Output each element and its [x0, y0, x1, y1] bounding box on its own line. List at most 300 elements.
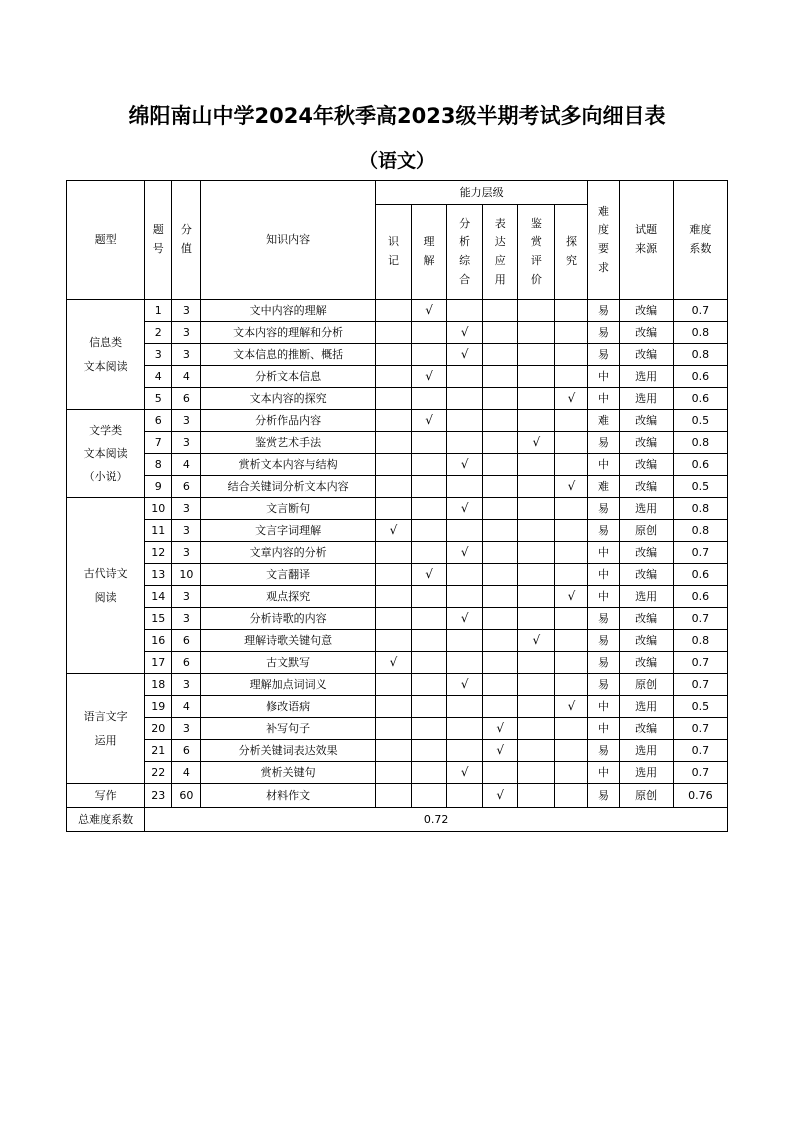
- question-score: 6: [172, 388, 201, 410]
- difficulty-requirement: 易: [588, 784, 619, 808]
- table-row: [67, 674, 728, 696]
- knowledge-content: 文言字词理解: [201, 520, 376, 542]
- check-mark: √: [518, 630, 555, 652]
- header-ability-understand: 理解: [412, 205, 447, 300]
- ability-cell: [375, 322, 411, 344]
- difficulty-requirement: 易: [588, 674, 619, 696]
- difficulty-requirement: 中: [588, 696, 619, 718]
- header-row-1: [67, 181, 728, 205]
- question-number: 20: [145, 718, 172, 740]
- ability-cell: [375, 542, 411, 564]
- ability-cell: [483, 586, 518, 608]
- difficulty-requirement: 易: [588, 498, 619, 520]
- table-row: [67, 564, 728, 586]
- table-row: [67, 542, 728, 564]
- table-row: [67, 608, 728, 630]
- difficulty-requirement: 易: [588, 740, 619, 762]
- table-row: [67, 586, 728, 608]
- ability-cell: [518, 520, 555, 542]
- ability-cell: [375, 344, 411, 366]
- question-score: 6: [172, 652, 201, 674]
- check-mark: √: [412, 564, 447, 586]
- question-score: 3: [172, 432, 201, 454]
- question-score: 10: [172, 564, 201, 586]
- category-label-line: 写作: [94, 789, 117, 802]
- knowledge-content: 补写句子: [201, 718, 376, 740]
- category-label: [67, 300, 145, 410]
- ability-cell: [483, 454, 518, 476]
- ability-cell: [412, 652, 447, 674]
- question-number: 8: [145, 454, 172, 476]
- question-number: 5: [145, 388, 172, 410]
- knowledge-content: 观点探究: [201, 586, 376, 608]
- ability-cell: [518, 366, 555, 388]
- question-score: 3: [172, 586, 201, 608]
- check-mark: √: [447, 454, 483, 476]
- difficulty-coefficient: 0.5: [673, 476, 727, 498]
- question-score: 3: [172, 344, 201, 366]
- knowledge-content: 赏析文本内容与结构: [201, 454, 376, 476]
- ability-cell: [518, 740, 555, 762]
- table-row: [67, 454, 728, 476]
- total-label: 总难度系数: [67, 808, 145, 832]
- total-row: [67, 808, 728, 832]
- header-type: 题型: [67, 181, 145, 300]
- question-source: 原创: [619, 784, 673, 808]
- header-requirement: 难度要求: [588, 181, 619, 300]
- ability-cell: [555, 520, 588, 542]
- question-source: 改编: [619, 718, 673, 740]
- check-mark: √: [447, 542, 483, 564]
- knowledge-content: 分析关键词表达效果: [201, 740, 376, 762]
- difficulty-coefficient: 0.7: [673, 740, 727, 762]
- check-mark: √: [375, 652, 411, 674]
- check-mark: √: [555, 586, 588, 608]
- difficulty-coefficient: 0.8: [673, 520, 727, 542]
- difficulty-requirement: 中: [588, 564, 619, 586]
- table-row: [67, 740, 728, 762]
- ability-cell: [483, 630, 518, 652]
- ability-cell: [518, 410, 555, 432]
- ability-cell: [555, 498, 588, 520]
- ability-cell: [483, 564, 518, 586]
- ability-cell: [483, 652, 518, 674]
- question-source: 改编: [619, 300, 673, 322]
- difficulty-coefficient: 0.8: [673, 344, 727, 366]
- question-source: 改编: [619, 432, 673, 454]
- question-source: 选用: [619, 388, 673, 410]
- ability-cell: [375, 784, 411, 808]
- document-title: 绵阳南山中学2024年秋季高2023级半期考试多向细目表: [128, 104, 666, 128]
- ability-cell: [555, 630, 588, 652]
- question-number: 13: [145, 564, 172, 586]
- knowledge-content: 古文默写: [201, 652, 376, 674]
- check-mark: √: [555, 696, 588, 718]
- ability-cell: [518, 718, 555, 740]
- question-source: 改编: [619, 564, 673, 586]
- knowledge-content: 文言翻译: [201, 564, 376, 586]
- ability-cell: [447, 410, 483, 432]
- ability-cell: [375, 432, 411, 454]
- table-row: [67, 432, 728, 454]
- question-source: 选用: [619, 586, 673, 608]
- header-knowledge: 知识内容: [201, 181, 376, 300]
- header-score: 分值: [172, 181, 201, 300]
- difficulty-requirement: 易: [588, 630, 619, 652]
- header-ability-appreciate: 鉴赏评价: [518, 205, 555, 300]
- question-score: 3: [172, 300, 201, 322]
- ability-cell: [412, 630, 447, 652]
- question-source: 选用: [619, 740, 673, 762]
- total-value: 0.72: [145, 808, 728, 832]
- ability-cell: [447, 784, 483, 808]
- ability-cell: [412, 454, 447, 476]
- ability-cell: [555, 432, 588, 454]
- question-source: 改编: [619, 454, 673, 476]
- difficulty-requirement: 易: [588, 520, 619, 542]
- difficulty-coefficient: 0.6: [673, 366, 727, 388]
- ability-cell: [555, 762, 588, 784]
- difficulty-requirement: 中: [588, 366, 619, 388]
- difficulty-requirement: 易: [588, 432, 619, 454]
- question-score: 3: [172, 718, 201, 740]
- ability-cell: [555, 322, 588, 344]
- difficulty-requirement: 易: [588, 608, 619, 630]
- question-source: 改编: [619, 476, 673, 498]
- table-row: [67, 388, 728, 410]
- ability-cell: [518, 388, 555, 410]
- question-number: 16: [145, 630, 172, 652]
- difficulty-coefficient: 0.8: [673, 630, 727, 652]
- ability-cell: [447, 432, 483, 454]
- difficulty-coefficient: 0.7: [673, 608, 727, 630]
- difficulty-coefficient: 0.76: [673, 784, 727, 808]
- header-number: 题号: [145, 181, 172, 300]
- question-score: 3: [172, 410, 201, 432]
- question-source: 改编: [619, 630, 673, 652]
- question-number: 7: [145, 432, 172, 454]
- question-number: 10: [145, 498, 172, 520]
- table-row: [67, 630, 728, 652]
- difficulty-requirement: 中: [588, 542, 619, 564]
- ability-cell: [483, 498, 518, 520]
- difficulty-coefficient: 0.7: [673, 300, 727, 322]
- ability-cell: [555, 300, 588, 322]
- ability-cell: [555, 674, 588, 696]
- knowledge-content: 分析作品内容: [201, 410, 376, 432]
- question-number: 18: [145, 674, 172, 696]
- question-number: 14: [145, 586, 172, 608]
- difficulty-coefficient: 0.7: [673, 762, 727, 784]
- question-score: 3: [172, 498, 201, 520]
- question-source: 改编: [619, 410, 673, 432]
- ability-cell: [375, 410, 411, 432]
- difficulty-coefficient: 0.7: [673, 718, 727, 740]
- knowledge-content: 文本内容的理解和分析: [201, 322, 376, 344]
- question-number: 9: [145, 476, 172, 498]
- specification-table: [66, 180, 728, 832]
- ability-cell: [447, 520, 483, 542]
- ability-cell: [555, 564, 588, 586]
- difficulty-requirement: 中: [588, 586, 619, 608]
- question-source: 选用: [619, 762, 673, 784]
- question-number: 6: [145, 410, 172, 432]
- check-mark: √: [447, 344, 483, 366]
- question-source: 改编: [619, 608, 673, 630]
- question-number: 2: [145, 322, 172, 344]
- ability-cell: [555, 718, 588, 740]
- header-source: 试题来源: [619, 181, 673, 300]
- ability-cell: [518, 454, 555, 476]
- check-mark: √: [447, 674, 483, 696]
- ability-cell: [483, 322, 518, 344]
- question-source: 选用: [619, 696, 673, 718]
- ability-cell: [447, 564, 483, 586]
- header-coefficient: 难度系数: [673, 181, 727, 300]
- knowledge-content: 理解诗歌关键句意: [201, 630, 376, 652]
- ability-cell: [447, 740, 483, 762]
- knowledge-content: 分析文本信息: [201, 366, 376, 388]
- ability-cell: [518, 300, 555, 322]
- category-label: [67, 410, 145, 498]
- difficulty-coefficient: 0.6: [673, 454, 727, 476]
- header-ability-group: 能力层级: [375, 181, 588, 205]
- ability-cell: [447, 718, 483, 740]
- knowledge-content: 修改语病: [201, 696, 376, 718]
- category-label-line: （小说）: [83, 470, 128, 484]
- ability-cell: [412, 784, 447, 808]
- ability-cell: [483, 476, 518, 498]
- ability-cell: [447, 366, 483, 388]
- ability-cell: [555, 542, 588, 564]
- ability-cell: [375, 586, 411, 608]
- ability-cell: [412, 718, 447, 740]
- ability-cell: [518, 498, 555, 520]
- question-score: 3: [172, 322, 201, 344]
- ability-cell: [518, 674, 555, 696]
- difficulty-coefficient: 0.6: [673, 586, 727, 608]
- ability-cell: [555, 740, 588, 762]
- knowledge-content: 赏析关键句: [201, 762, 376, 784]
- check-mark: √: [447, 498, 483, 520]
- table-row: [67, 322, 728, 344]
- document-subtitle: （语文）: [358, 150, 435, 172]
- difficulty-requirement: 易: [588, 652, 619, 674]
- check-mark: √: [375, 520, 411, 542]
- ability-cell: [412, 520, 447, 542]
- ability-cell: [412, 498, 447, 520]
- ability-cell: [555, 410, 588, 432]
- knowledge-content: 文章内容的分析: [201, 542, 376, 564]
- question-score: 60: [172, 784, 201, 808]
- difficulty-coefficient: 0.5: [673, 696, 727, 718]
- ability-cell: [375, 564, 411, 586]
- question-number: 17: [145, 652, 172, 674]
- question-number: 11: [145, 520, 172, 542]
- question-number: 1: [145, 300, 172, 322]
- question-source: 改编: [619, 652, 673, 674]
- ability-cell: [555, 366, 588, 388]
- table-row: [67, 718, 728, 740]
- difficulty-coefficient: 0.8: [673, 432, 727, 454]
- difficulty-requirement: 易: [588, 322, 619, 344]
- question-score: 4: [172, 454, 201, 476]
- ability-cell: [375, 630, 411, 652]
- ability-cell: [483, 520, 518, 542]
- ability-cell: [412, 476, 447, 498]
- table-row: [67, 366, 728, 388]
- category-label-line: 信息类: [89, 336, 123, 350]
- table-row: [67, 300, 728, 322]
- ability-cell: [412, 344, 447, 366]
- difficulty-requirement: 难: [588, 476, 619, 498]
- ability-cell: [412, 388, 447, 410]
- table-row: [67, 696, 728, 718]
- question-source: 选用: [619, 498, 673, 520]
- ability-cell: [412, 740, 447, 762]
- ability-cell: [518, 696, 555, 718]
- ability-cell: [518, 564, 555, 586]
- difficulty-coefficient: 0.7: [673, 674, 727, 696]
- check-mark: √: [412, 300, 447, 322]
- difficulty-requirement: 易: [588, 344, 619, 366]
- difficulty-requirement: 易: [588, 300, 619, 322]
- ability-cell: [483, 542, 518, 564]
- question-number: 4: [145, 366, 172, 388]
- ability-cell: [412, 608, 447, 630]
- ability-cell: [375, 498, 411, 520]
- table-row: [67, 344, 728, 366]
- ability-cell: [483, 344, 518, 366]
- knowledge-content: 文本信息的推断、概括: [201, 344, 376, 366]
- ability-cell: [518, 784, 555, 808]
- header-ability-explore: 探究: [555, 205, 588, 300]
- ability-cell: [555, 608, 588, 630]
- question-score: 4: [172, 762, 201, 784]
- ability-cell: [447, 300, 483, 322]
- ability-cell: [412, 762, 447, 784]
- category-label: [67, 784, 145, 808]
- header-ability-analyze: 分析综合: [447, 205, 483, 300]
- question-score: 3: [172, 542, 201, 564]
- check-mark: √: [412, 410, 447, 432]
- ability-cell: [518, 542, 555, 564]
- table-row: [67, 498, 728, 520]
- question-source: 改编: [619, 344, 673, 366]
- table-row: [67, 652, 728, 674]
- difficulty-coefficient: 0.5: [673, 410, 727, 432]
- ability-cell: [483, 674, 518, 696]
- ability-cell: [555, 454, 588, 476]
- question-score: 6: [172, 630, 201, 652]
- ability-cell: [447, 586, 483, 608]
- knowledge-content: 分析诗歌的内容: [201, 608, 376, 630]
- ability-cell: [375, 762, 411, 784]
- question-number: 22: [145, 762, 172, 784]
- ability-cell: [375, 388, 411, 410]
- table-row: [67, 762, 728, 784]
- question-source: 原创: [619, 520, 673, 542]
- check-mark: √: [483, 740, 518, 762]
- ability-cell: [447, 696, 483, 718]
- table-row: [67, 520, 728, 542]
- difficulty-requirement: 难: [588, 410, 619, 432]
- ability-cell: [483, 410, 518, 432]
- question-number: 3: [145, 344, 172, 366]
- knowledge-content: 文言断句: [201, 498, 376, 520]
- difficulty-coefficient: 0.7: [673, 652, 727, 674]
- question-number: 12: [145, 542, 172, 564]
- ability-cell: [555, 344, 588, 366]
- check-mark: √: [518, 432, 555, 454]
- header-ability-express: 表达应用: [483, 205, 518, 300]
- difficulty-requirement: 中: [588, 454, 619, 476]
- difficulty-coefficient: 0.6: [673, 564, 727, 586]
- check-mark: √: [483, 718, 518, 740]
- knowledge-content: 材料作文: [201, 784, 376, 808]
- ability-cell: [375, 300, 411, 322]
- table-row: [67, 410, 728, 432]
- check-mark: √: [447, 608, 483, 630]
- ability-cell: [518, 586, 555, 608]
- ability-cell: [375, 740, 411, 762]
- difficulty-requirement: 中: [588, 388, 619, 410]
- difficulty-requirement: 中: [588, 762, 619, 784]
- table-row: [67, 784, 728, 808]
- ability-cell: [412, 432, 447, 454]
- ability-cell: [447, 652, 483, 674]
- table-row: [67, 476, 728, 498]
- ability-cell: [447, 476, 483, 498]
- ability-cell: [375, 366, 411, 388]
- ability-cell: [375, 696, 411, 718]
- check-mark: √: [412, 366, 447, 388]
- ability-cell: [375, 608, 411, 630]
- category-label: [67, 498, 145, 674]
- knowledge-content: 文本内容的探究: [201, 388, 376, 410]
- category-label-line: 文本阅读: [83, 359, 128, 373]
- check-mark: √: [447, 762, 483, 784]
- knowledge-content: 结合关键词分析文本内容: [201, 476, 376, 498]
- ability-cell: [412, 674, 447, 696]
- ability-cell: [412, 696, 447, 718]
- check-mark: √: [555, 476, 588, 498]
- knowledge-content: 鉴赏艺术手法: [201, 432, 376, 454]
- knowledge-content: 理解加点词词义: [201, 674, 376, 696]
- category-label-line: 文学类: [89, 423, 123, 437]
- question-number: 15: [145, 608, 172, 630]
- ability-cell: [555, 784, 588, 808]
- ability-cell: [483, 300, 518, 322]
- question-source: 原创: [619, 674, 673, 696]
- ability-cell: [412, 586, 447, 608]
- check-mark: √: [483, 784, 518, 808]
- ability-cell: [447, 630, 483, 652]
- question-source: 改编: [619, 542, 673, 564]
- ability-cell: [518, 476, 555, 498]
- ability-cell: [483, 762, 518, 784]
- ability-cell: [447, 388, 483, 410]
- category-label-line: 阅读: [94, 590, 117, 604]
- ability-cell: [518, 762, 555, 784]
- category-label-line: 古代诗文: [83, 567, 128, 581]
- ability-cell: [518, 652, 555, 674]
- question-number: 19: [145, 696, 172, 718]
- ability-cell: [483, 432, 518, 454]
- ability-cell: [518, 608, 555, 630]
- category-label: [67, 674, 145, 784]
- question-score: 3: [172, 674, 201, 696]
